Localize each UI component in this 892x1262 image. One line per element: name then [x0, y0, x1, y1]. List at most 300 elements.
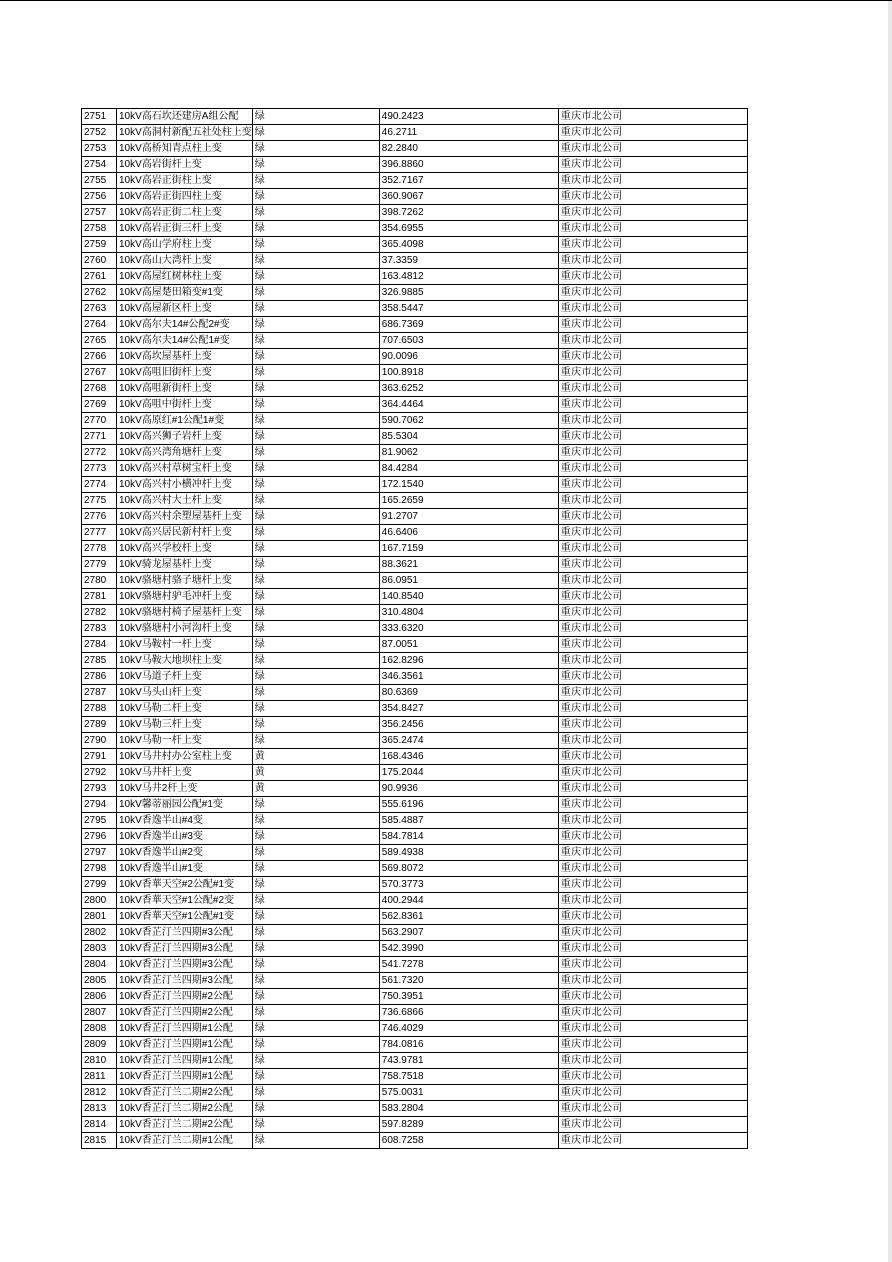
row-number-cell: 2803	[82, 941, 117, 957]
status-color-cell: 绿	[252, 685, 379, 701]
row-number-cell: 2796	[82, 829, 117, 845]
company-cell: 重庆市北公司	[558, 701, 747, 717]
company-cell: 重庆市北公司	[558, 1037, 747, 1053]
transformer-name-cell: 10kV香芷汀兰四期#3公配	[117, 957, 253, 973]
value-cell: 358.5447	[379, 301, 558, 317]
transformer-name-cell: 10kV高岩正街三杆上变	[117, 221, 253, 237]
status-color-cell: 绿	[252, 909, 379, 925]
status-color-cell: 绿	[252, 477, 379, 493]
transformer-name-cell: 10kV高山大湾杆上变	[117, 253, 253, 269]
table-row	[82, 429, 748, 445]
status-color-cell: 绿	[252, 221, 379, 237]
transformer-name-cell: 10kV高屋红树林柱上变	[117, 269, 253, 285]
company-cell: 重庆市北公司	[558, 589, 747, 605]
status-color-cell: 绿	[252, 813, 379, 829]
value-cell: 583.2804	[379, 1101, 558, 1117]
row-number-cell: 2800	[82, 893, 117, 909]
value-cell: 88.3621	[379, 557, 558, 573]
value-cell: 542.3990	[379, 941, 558, 957]
status-color-cell: 绿	[252, 557, 379, 573]
value-cell: 346.3561	[379, 669, 558, 685]
table-row	[82, 669, 748, 685]
transformer-name-cell: 10kV马勒三杆上变	[117, 717, 253, 733]
status-color-cell: 绿	[252, 1101, 379, 1117]
row-number-cell: 2755	[82, 173, 117, 189]
transformer-name-cell: 10kV马勒二杆上变	[117, 701, 253, 717]
status-color-cell: 绿	[252, 541, 379, 557]
status-color-cell: 绿	[252, 413, 379, 429]
transformer-name-cell: 10kV香芷汀兰四期#1公配	[117, 1021, 253, 1037]
row-number-cell: 2774	[82, 477, 117, 493]
table-row	[82, 477, 748, 493]
company-cell: 重庆市北公司	[558, 749, 747, 765]
value-cell: 86.0951	[379, 573, 558, 589]
status-color-cell: 绿	[252, 237, 379, 253]
row-number-cell: 2760	[82, 253, 117, 269]
value-cell: 784.0816	[379, 1037, 558, 1053]
table-row	[82, 797, 748, 813]
table-row	[82, 1101, 748, 1117]
row-number-cell: 2753	[82, 141, 117, 157]
company-cell: 重庆市北公司	[558, 253, 747, 269]
company-cell: 重庆市北公司	[558, 637, 747, 653]
row-number-cell: 2812	[82, 1085, 117, 1101]
table-row	[82, 733, 748, 749]
value-cell: 326.9885	[379, 285, 558, 301]
table-row	[82, 333, 748, 349]
transformer-name-cell: 10kV香芷汀兰四期#3公配	[117, 973, 253, 989]
row-number-cell: 2802	[82, 925, 117, 941]
transformer-name-cell: 10kV高兴居民新村杆上变	[117, 525, 253, 541]
status-color-cell: 绿	[252, 509, 379, 525]
company-cell: 重庆市北公司	[558, 285, 747, 301]
row-number-cell: 2808	[82, 1021, 117, 1037]
table-row	[82, 557, 748, 573]
status-color-cell: 绿	[252, 925, 379, 941]
value-cell: 570.3773	[379, 877, 558, 893]
value-cell: 310.4804	[379, 605, 558, 621]
table-row	[82, 973, 748, 989]
company-cell: 重庆市北公司	[558, 141, 747, 157]
value-cell: 81.9062	[379, 445, 558, 461]
status-color-cell: 绿	[252, 845, 379, 861]
table-row	[82, 141, 748, 157]
table-row	[82, 397, 748, 413]
company-cell: 重庆市北公司	[558, 333, 747, 349]
transformer-name-cell: 10kV马井2杆上变	[117, 781, 253, 797]
company-cell: 重庆市北公司	[558, 1101, 747, 1117]
status-color-cell: 黄	[252, 749, 379, 765]
company-cell: 重庆市北公司	[558, 477, 747, 493]
row-number-cell: 2756	[82, 189, 117, 205]
transformer-name-cell: 10kV骆塘村小河沟杆上变	[117, 621, 253, 637]
row-number-cell: 2804	[82, 957, 117, 973]
status-color-cell: 绿	[252, 1037, 379, 1053]
status-color-cell: 绿	[252, 349, 379, 365]
row-number-cell: 2778	[82, 541, 117, 557]
transformer-name-cell: 10kV马井村办公室柱上变	[117, 749, 253, 765]
table-row	[82, 941, 748, 957]
value-cell: 541.7278	[379, 957, 558, 973]
status-color-cell: 绿	[252, 1005, 379, 1021]
row-number-cell: 2792	[82, 765, 117, 781]
row-number-cell: 2798	[82, 861, 117, 877]
row-number-cell: 2787	[82, 685, 117, 701]
status-color-cell: 绿	[252, 381, 379, 397]
company-cell: 重庆市北公司	[558, 189, 747, 205]
transformer-name-cell: 10kV高屋楚田箱变#1变	[117, 285, 253, 301]
page-edge-strip	[888, 1, 892, 1262]
company-cell: 重庆市北公司	[558, 381, 747, 397]
company-cell: 重庆市北公司	[558, 397, 747, 413]
table-row	[82, 269, 748, 285]
transformer-name-cell: 10kV馨蒂丽园公配#1变	[117, 797, 253, 813]
company-cell: 重庆市北公司	[558, 797, 747, 813]
row-number-cell: 2751	[82, 109, 117, 125]
status-color-cell: 绿	[252, 285, 379, 301]
table-row	[82, 701, 748, 717]
value-cell: 400.2944	[379, 893, 558, 909]
transformer-name-cell: 10kV高兴村草树宝杆上变	[117, 461, 253, 477]
table-row	[82, 157, 748, 173]
status-color-cell: 绿	[252, 669, 379, 685]
company-cell: 重庆市北公司	[558, 317, 747, 333]
status-color-cell: 绿	[252, 189, 379, 205]
table-row	[82, 317, 748, 333]
status-color-cell: 绿	[252, 1117, 379, 1133]
row-number-cell: 2797	[82, 845, 117, 861]
value-cell: 90.9936	[379, 781, 558, 797]
company-cell: 重庆市北公司	[558, 941, 747, 957]
company-cell: 重庆市北公司	[558, 605, 747, 621]
transformer-name-cell: 10kV香逸半山#1变	[117, 861, 253, 877]
status-color-cell: 绿	[252, 109, 379, 125]
table-row	[82, 589, 748, 605]
transformer-name-cell: 10kV高兴村大土杆上变	[117, 493, 253, 509]
value-cell: 85.5304	[379, 429, 558, 445]
table-row	[82, 573, 748, 589]
value-cell: 162.8296	[379, 653, 558, 669]
transformer-name-cell: 10kV马井杆上变	[117, 765, 253, 781]
row-number-cell: 2811	[82, 1069, 117, 1085]
row-number-cell: 2772	[82, 445, 117, 461]
table-row	[82, 541, 748, 557]
table-body	[82, 109, 748, 1149]
row-number-cell: 2805	[82, 973, 117, 989]
company-cell: 重庆市北公司	[558, 525, 747, 541]
value-cell: 360.9067	[379, 189, 558, 205]
company-cell: 重庆市北公司	[558, 925, 747, 941]
status-color-cell: 绿	[252, 141, 379, 157]
row-number-cell: 2781	[82, 589, 117, 605]
row-number-cell: 2809	[82, 1037, 117, 1053]
row-number-cell: 2763	[82, 301, 117, 317]
company-cell: 重庆市北公司	[558, 1069, 747, 1085]
table-row	[82, 1117, 748, 1133]
value-cell: 37.3359	[379, 253, 558, 269]
transformer-name-cell: 10kV高兴村余塑屋基杆上变	[117, 509, 253, 525]
value-cell: 555.6196	[379, 797, 558, 813]
transformer-name-cell: 10kV马道子杆上变	[117, 669, 253, 685]
table-row	[82, 685, 748, 701]
row-number-cell: 2786	[82, 669, 117, 685]
value-cell: 163.4812	[379, 269, 558, 285]
transformer-name-cell: 10kV骆塘村椅子屋基杆上变	[117, 605, 253, 621]
table-row	[82, 1053, 748, 1069]
table-row	[82, 829, 748, 845]
company-cell: 重庆市北公司	[558, 173, 747, 189]
value-cell: 46.6406	[379, 525, 558, 541]
row-number-cell: 2762	[82, 285, 117, 301]
transformer-name-cell: 10kV高兴村小横冲杆上变	[117, 477, 253, 493]
transformer-name-cell: 10kV马勒一杆上变	[117, 733, 253, 749]
company-cell: 重庆市北公司	[558, 509, 747, 525]
transformer-name-cell: 10kV香芷汀兰二期#1公配	[117, 1133, 253, 1149]
table-row	[82, 877, 748, 893]
value-cell: 168.4346	[379, 749, 558, 765]
status-color-cell: 绿	[252, 637, 379, 653]
row-number-cell: 2785	[82, 653, 117, 669]
transformer-name-cell: 10kV香華天空#1公配#2变	[117, 893, 253, 909]
status-color-cell: 绿	[252, 205, 379, 221]
value-cell: 396.8860	[379, 157, 558, 173]
row-number-cell: 2801	[82, 909, 117, 925]
status-color-cell: 绿	[252, 1053, 379, 1069]
row-number-cell: 2775	[82, 493, 117, 509]
company-cell: 重庆市北公司	[558, 109, 747, 125]
company-cell: 重庆市北公司	[558, 973, 747, 989]
transformer-name-cell: 10kV马鞍大地坝柱上变	[117, 653, 253, 669]
company-cell: 重庆市北公司	[558, 1117, 747, 1133]
company-cell: 重庆市北公司	[558, 845, 747, 861]
transformer-name-cell: 10kV高桥知青点柱上变	[117, 141, 253, 157]
table-row	[82, 381, 748, 397]
transformer-name-cell: 10kV香華天空#2公配#1变	[117, 877, 253, 893]
table-row	[82, 1037, 748, 1053]
transformer-name-cell: 10kV香芷汀兰四期#1公配	[117, 1053, 253, 1069]
value-cell: 140.8540	[379, 589, 558, 605]
company-cell: 重庆市北公司	[558, 765, 747, 781]
company-cell: 重庆市北公司	[558, 909, 747, 925]
value-cell: 91.2707	[379, 509, 558, 525]
value-cell: 707.6503	[379, 333, 558, 349]
table-row	[82, 109, 748, 125]
row-number-cell: 2768	[82, 381, 117, 397]
table-row	[82, 749, 748, 765]
row-number-cell: 2777	[82, 525, 117, 541]
row-number-cell: 2764	[82, 317, 117, 333]
transformer-name-cell: 10kV高石坎还建房A组公配	[117, 109, 253, 125]
value-cell: 175.2044	[379, 765, 558, 781]
row-number-cell: 2767	[82, 365, 117, 381]
value-cell: 46.2711	[379, 125, 558, 141]
value-cell: 585.4887	[379, 813, 558, 829]
table-row	[82, 845, 748, 861]
row-number-cell: 2810	[82, 1053, 117, 1069]
page-top-border	[0, 0, 892, 1]
value-cell: 398.7262	[379, 205, 558, 221]
table-row	[82, 861, 748, 877]
status-color-cell: 绿	[252, 701, 379, 717]
row-number-cell: 2813	[82, 1101, 117, 1117]
status-color-cell: 绿	[252, 1021, 379, 1037]
table-row	[82, 765, 748, 781]
transformer-name-cell: 10kV香芷汀兰四期#2公配	[117, 1005, 253, 1021]
transformer-name-cell: 10kV马头山杆上变	[117, 685, 253, 701]
table-row	[82, 173, 748, 189]
row-number-cell: 2765	[82, 333, 117, 349]
company-cell: 重庆市北公司	[558, 861, 747, 877]
value-cell: 563.2907	[379, 925, 558, 941]
status-color-cell: 绿	[252, 861, 379, 877]
company-cell: 重庆市北公司	[558, 1021, 747, 1037]
row-number-cell: 2815	[82, 1133, 117, 1149]
transformer-name-cell: 10kV骆塘村驴毛冲杆上变	[117, 589, 253, 605]
row-number-cell: 2814	[82, 1117, 117, 1133]
row-number-cell: 2807	[82, 1005, 117, 1021]
transformer-name-cell: 10kV香芷汀兰四期#3公配	[117, 941, 253, 957]
company-cell: 重庆市北公司	[558, 429, 747, 445]
status-color-cell: 绿	[252, 973, 379, 989]
transformer-name-cell: 10kV香芷汀兰四期#3公配	[117, 925, 253, 941]
status-color-cell: 绿	[252, 461, 379, 477]
value-cell: 84.4284	[379, 461, 558, 477]
table-row	[82, 1021, 748, 1037]
company-cell: 重庆市北公司	[558, 205, 747, 221]
table-row	[82, 893, 748, 909]
transformer-name-cell: 10kV高屋新区杆上变	[117, 301, 253, 317]
table-row	[82, 909, 748, 925]
table-row	[82, 349, 748, 365]
transformer-name-cell: 10kV高尔夫14#公配2#变	[117, 317, 253, 333]
table-row	[82, 957, 748, 973]
row-number-cell: 2780	[82, 573, 117, 589]
company-cell: 重庆市北公司	[558, 957, 747, 973]
row-number-cell: 2758	[82, 221, 117, 237]
status-color-cell: 绿	[252, 1133, 379, 1149]
transformer-name-cell: 10kV马鞍村一杆上变	[117, 637, 253, 653]
row-number-cell: 2759	[82, 237, 117, 253]
status-color-cell: 绿	[252, 653, 379, 669]
company-cell: 重庆市北公司	[558, 829, 747, 845]
transformer-name-cell: 10kV香芷汀兰四期#1公配	[117, 1037, 253, 1053]
value-cell: 172.1540	[379, 477, 558, 493]
value-cell: 575.0031	[379, 1085, 558, 1101]
table-row	[82, 253, 748, 269]
value-cell: 100.8918	[379, 365, 558, 381]
transformer-name-cell: 10kV高山学府柱上变	[117, 237, 253, 253]
table-row	[82, 493, 748, 509]
table-row	[82, 621, 748, 637]
company-cell: 重庆市北公司	[558, 157, 747, 173]
value-cell: 686.7369	[379, 317, 558, 333]
transformer-name-cell: 10kV高洞村新配五社处柱上变	[117, 125, 253, 141]
status-color-cell: 绿	[252, 829, 379, 845]
company-cell: 重庆市北公司	[558, 301, 747, 317]
transformer-name-cell: 10kV高尔夫14#公配1#变	[117, 333, 253, 349]
table-row	[82, 413, 748, 429]
table-row	[82, 525, 748, 541]
status-color-cell: 绿	[252, 269, 379, 285]
value-cell: 165.2659	[379, 493, 558, 509]
row-number-cell: 2773	[82, 461, 117, 477]
status-color-cell: 绿	[252, 333, 379, 349]
table-row	[82, 1069, 748, 1085]
status-color-cell: 绿	[252, 989, 379, 1005]
company-cell: 重庆市北公司	[558, 781, 747, 797]
value-cell: 364.4464	[379, 397, 558, 413]
data-table	[81, 108, 748, 1149]
status-color-cell: 绿	[252, 493, 379, 509]
company-cell: 重庆市北公司	[558, 493, 747, 509]
company-cell: 重庆市北公司	[558, 621, 747, 637]
table-row	[82, 813, 748, 829]
company-cell: 重庆市北公司	[558, 349, 747, 365]
row-number-cell: 2776	[82, 509, 117, 525]
company-cell: 重庆市北公司	[558, 717, 747, 733]
transformer-name-cell: 10kV香芷汀兰四期#2公配	[117, 989, 253, 1005]
status-color-cell: 绿	[252, 573, 379, 589]
status-color-cell: 绿	[252, 445, 379, 461]
row-number-cell: 2752	[82, 125, 117, 141]
row-number-cell: 2790	[82, 733, 117, 749]
transformer-name-cell: 10kV高兴狮子岩杆上变	[117, 429, 253, 445]
value-cell: 736.6866	[379, 1005, 558, 1021]
value-cell: 363.6252	[379, 381, 558, 397]
company-cell: 重庆市北公司	[558, 365, 747, 381]
company-cell: 重庆市北公司	[558, 413, 747, 429]
table-row	[82, 221, 748, 237]
status-color-cell: 绿	[252, 957, 379, 973]
row-number-cell: 2795	[82, 813, 117, 829]
transformer-name-cell: 10kV骆塘村骆子塘杆上变	[117, 573, 253, 589]
row-number-cell: 2771	[82, 429, 117, 445]
company-cell: 重庆市北公司	[558, 1085, 747, 1101]
status-color-cell: 黄	[252, 765, 379, 781]
value-cell: 584.7814	[379, 829, 558, 845]
value-cell: 356.2456	[379, 717, 558, 733]
table-row	[82, 445, 748, 461]
table-row	[82, 365, 748, 381]
status-color-cell: 绿	[252, 797, 379, 813]
status-color-cell: 绿	[252, 621, 379, 637]
transformer-name-cell: 10kV高岩街杆上变	[117, 157, 253, 173]
table-row	[82, 637, 748, 653]
status-color-cell: 绿	[252, 589, 379, 605]
status-color-cell: 绿	[252, 1069, 379, 1085]
table-row	[82, 717, 748, 733]
value-cell: 608.7258	[379, 1133, 558, 1149]
company-cell: 重庆市北公司	[558, 269, 747, 285]
status-color-cell: 绿	[252, 733, 379, 749]
status-color-cell: 绿	[252, 429, 379, 445]
table-row	[82, 989, 748, 1005]
status-color-cell: 绿	[252, 317, 379, 333]
table-row	[82, 781, 748, 797]
value-cell: 365.4098	[379, 237, 558, 253]
status-color-cell: 绿	[252, 157, 379, 173]
value-cell: 569.8072	[379, 861, 558, 877]
company-cell: 重庆市北公司	[558, 653, 747, 669]
transformer-name-cell: 10kV高咀新街杆上变	[117, 381, 253, 397]
value-cell: 597.8289	[379, 1117, 558, 1133]
row-number-cell: 2754	[82, 157, 117, 173]
value-cell: 562.8361	[379, 909, 558, 925]
table-row	[82, 301, 748, 317]
table-row	[82, 125, 748, 141]
value-cell: 333.6320	[379, 621, 558, 637]
row-number-cell: 2766	[82, 349, 117, 365]
